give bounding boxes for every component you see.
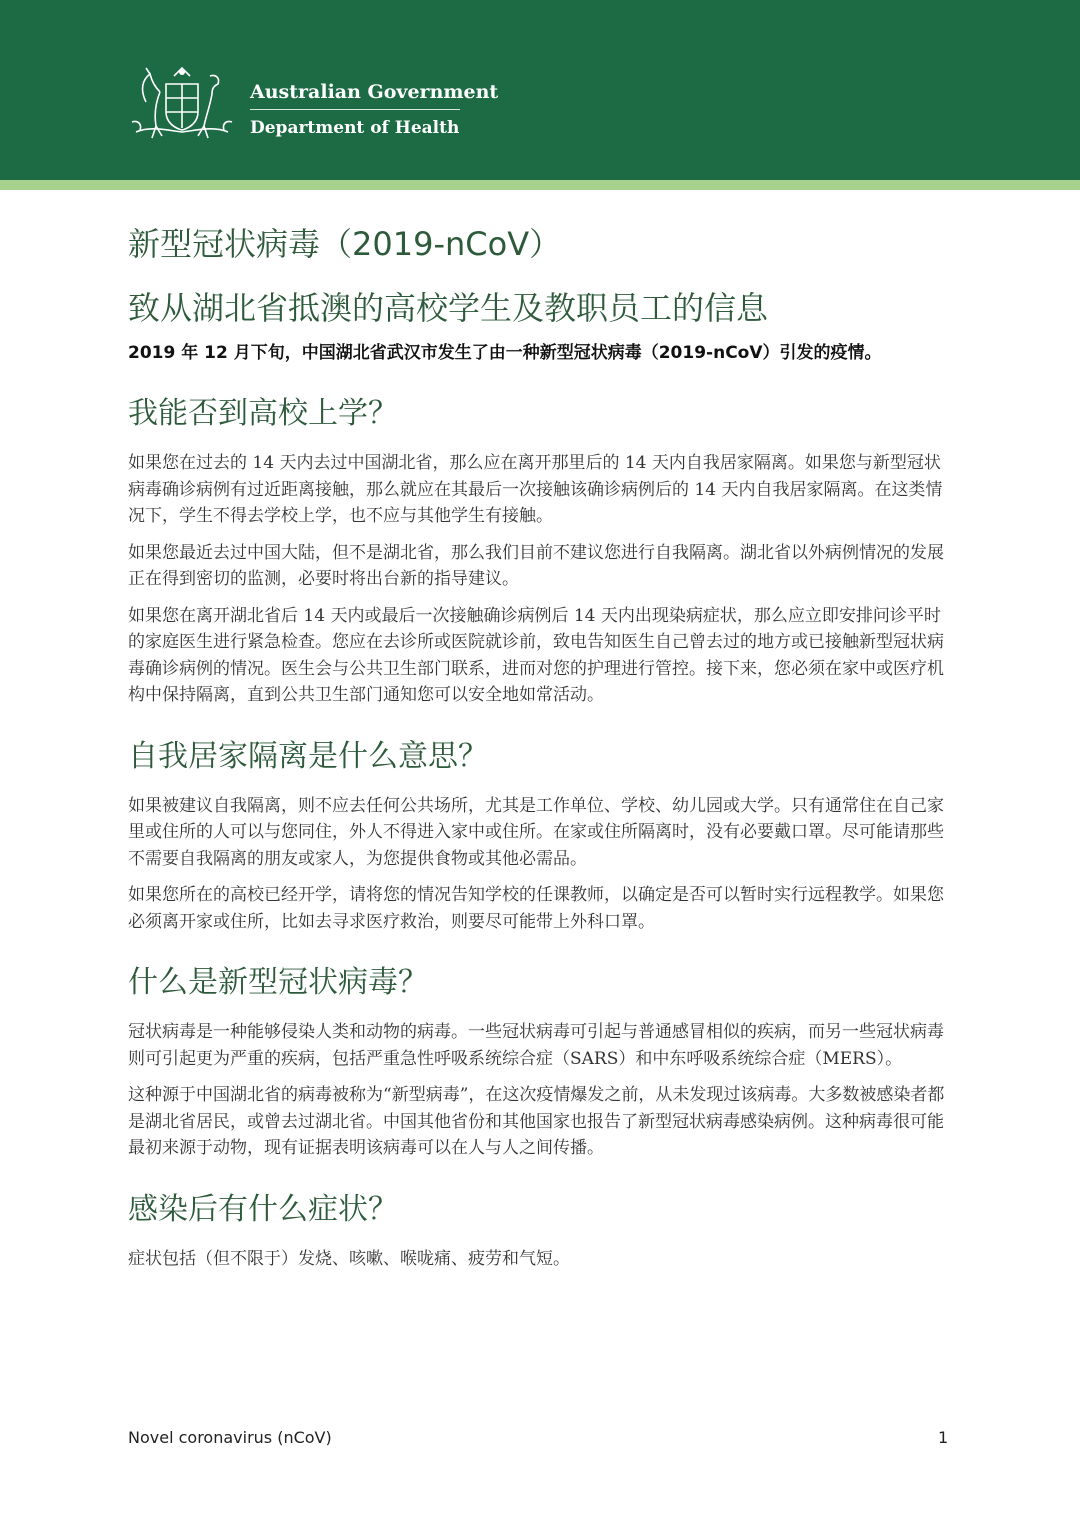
document-body [128,220,952,1282]
paragraph: 如果您在离开湖北省后 14 天内或最后一次接触确诊病例后 14 天内出现染病症状，那么应立即安排问诊平时的家庭医生进行紧急检查。您应在去诊所或医院就诊前，致电告知医生自己曾去过的地方或已接触新型冠状病毒确诊病例的情况。医生会与公共卫生部门联系，进而对您的护理进行管控。接下来，您必须在家中或医疗机构中保持隔离，直到公共卫生部门通知您可以安全地如常活动。 [128,605,944,705]
paragraph: 如果您最近去过中国大陆，但不是湖北省，那么我们目前不建议您进行自我隔离。湖北省以外病例情况的发展正在得到密切的监测，必要时将出台新的指导建议。 [128,542,944,589]
logo-divider [250,109,460,110]
department-name: Department of Health [250,118,460,138]
document-title: 新型冠状病毒（2019-nCoV） [128,225,562,263]
agency-logo-text [250,80,499,139]
document-subtitle: 致从湖北省抵澳的高校学生及教职员工的信息 [128,289,769,327]
coat-of-arms-icon [126,62,238,144]
government-name: Australian Government [250,81,499,103]
paragraph: 如果您在过去的 14 天内去过中国湖北省，那么应在离开那里后的 14 天内自我居家隔离。如果您与新型冠状病毒确诊病例有过近距离接触，那么就应在其最后一次接触该确诊病例后的 14 天内自我居家隔离。在这类情况下，学生不得去学校上学，也不应与其他学生有接触。 [128,453,943,526]
paragraph: 如果您所在的高校已经开学，请将您的情况告知学校的任课教师，以确定是否可以暂时实行远程教学。如果您必须离开家或住所，比如去寻求医疗救治，则要尽可能带上外科口罩。 [128,885,944,932]
page-number: 1 [938,1428,949,1447]
footer-title: Novel coronavirus (nCoV) [128,1428,332,1447]
section-heading: 我能否到高校上学？ [128,396,398,431]
paragraph: 症状包括（但不限于）发烧、咳嗽、喉咙痛、疲劳和气短。 [128,1248,570,1269]
section-heading: 什么是新型冠状病毒？ [128,965,428,1000]
paragraph: 这种源于中国湖北省的病毒被称为“新型病毒”，在这次疫情爆发之前，从未发现过该病毒。大多数被感染者都是湖北省居民，或曾去过湖北省。中国其他省份和其他国家也报告了新型冠状病毒感染病例。这种病毒很可能最初来源于动物，现有证据表明该病毒可以在人与人之间传播。 [128,1085,945,1158]
paragraph: 如果被建议自我隔离，则不应去任何公共场所，尤其是工作单位、学校、幼儿园或大学。只有通常住在自己家里或住所的人可以与您同住，外人不得进入家中或住所。在家或住所隔离时，没有必要戴口罩。尽可能请那些不需要自我隔离的朋友或家人，为您提供食物或其他必需品。 [128,795,944,869]
paragraph: 冠状病毒是一种能够侵染人类和动物的病毒。一些冠状病毒可引起与普通感冒相似的疾病，而另一些冠状病毒则可引起更为严重的疾病，包括严重急性呼吸系统综合症（SARS）和中东呼吸系统综合症（MERS）。 [128,1022,944,1069]
section-heading: 自我居家隔离是什么意思？ [128,738,488,774]
intro-paragraph: 2019 年 12 月下旬，中国湖北省武汉市发生了由一种新型冠状病毒（2019-nCoV）引发的疫情。 [128,343,882,363]
section-heading: 感染后有什么症状？ [128,1191,398,1227]
header-accent-stripe [0,180,1080,190]
